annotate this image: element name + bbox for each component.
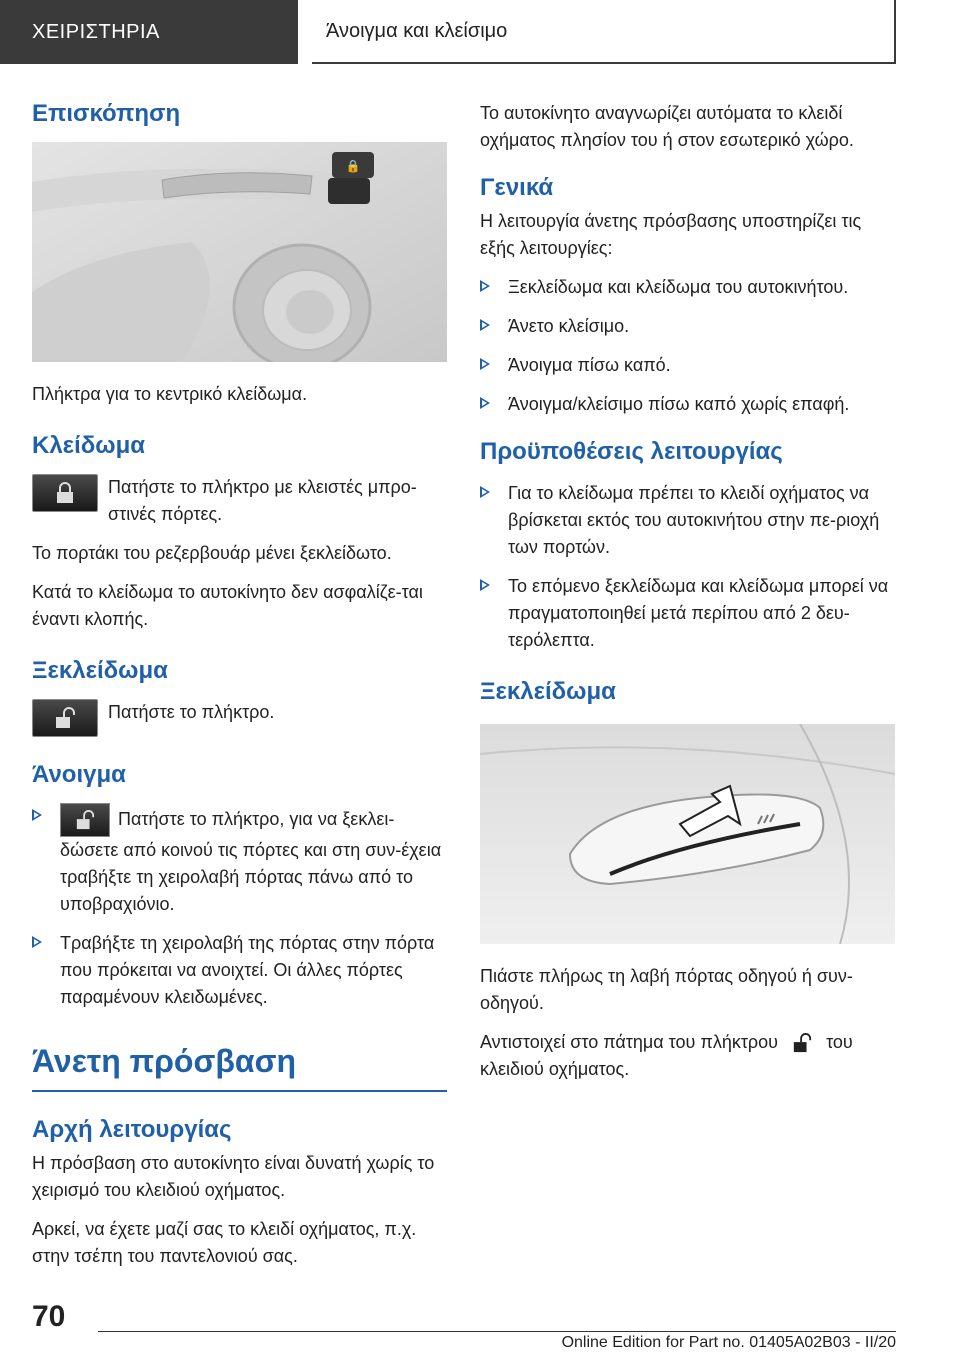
- principle-text-2: Αρκεί, να έχετε μαζί σας το κλειδί οχήματος, π.χ. στην τσέπη του παντελονιού σας.: [32, 1219, 417, 1266]
- general-heading: Γενικά: [480, 174, 554, 201]
- open-list: [32, 803, 447, 1011]
- unlock-button-image: [32, 699, 98, 737]
- principle-heading: Αρχή λειτουργίας: [32, 1116, 232, 1143]
- overview-caption: Πλήκτρα για το κεντρικό κλείδωμα.: [32, 384, 308, 404]
- lock-key-row: [32, 474, 447, 528]
- svg-text:🔒: 🔒: [345, 159, 361, 173]
- unlock-heading-right: Ξεκλείδωμα: [480, 678, 616, 705]
- open-heading: Άνοιγμα: [32, 761, 126, 788]
- prereq-list: [480, 480, 895, 654]
- left-column: [32, 100, 447, 1282]
- lock-heading: Κλείδωμα: [32, 432, 146, 459]
- unlock-text-2: Αντιστοιχεί στο πάτημα του πλήκτρου του κλειδιού οχήματος.: [480, 1032, 853, 1079]
- unlock-key-row: [32, 699, 447, 737]
- right-column: [480, 100, 895, 1095]
- list-item: Άνετο κλείσιμο.: [480, 313, 895, 340]
- page-header: [0, 0, 960, 64]
- lock-note-theft: Κατά το κλείδωμα το αυτοκίνητο δεν ασφαλίζε-ται έναντι κλοπής.: [32, 582, 423, 629]
- section-tab: ΧΕΙΡΙΣΤΗΡΙΑ: [0, 0, 298, 64]
- comfort-access-heading: Άνετη πρόσβαση: [32, 1043, 447, 1092]
- lock-note-fuel: Το πορτάκι του ρεζερβουάρ μένει ξεκλείδωτο.: [32, 543, 392, 563]
- list-item: Άνοιγμα πίσω καπό.: [480, 352, 895, 379]
- list-item: Το επόμενο ξεκλείδωμα και κλείδωμα μπορεί να πραγματοποιηθεί μετά περίπου από 2 δευ-τερόλεπτα.: [480, 573, 895, 654]
- lock-open-icon: [54, 707, 76, 729]
- general-list: [480, 274, 895, 418]
- page-number: 70: [32, 1300, 66, 1333]
- unlock-heading: Ξεκλείδωμα: [32, 657, 168, 684]
- lock-instruction: Πατήστε το πλήκτρο με κλειστές μπρο-στινές πόρτες.: [108, 477, 417, 524]
- principle-text-1: Η πρόσβαση στο αυτοκίνητο είναι δυνατή χωρίς το χειρισμό του κλειδιού οχήματος.: [32, 1153, 435, 1200]
- door-buttons-photo: [32, 142, 447, 362]
- lock-open-icon: [791, 1033, 813, 1053]
- list-item: Άνοιγμα/κλείσιμο πίσω καπό χωρίς επαφή.: [480, 391, 895, 418]
- general-text: Η λειτουργία άνετης πρόσβασης υποστηρίζει τις εξής λειτουργίες:: [480, 211, 862, 258]
- overview-heading: Επισκόπηση: [32, 100, 181, 127]
- list-item: Τραβήξτε τη χειρολαβή της πόρτας στην πόρτα που πρόκειται να ανοιχτεί. Οι άλλες πόρτες παραμένουν κλειδωμένες.: [32, 930, 447, 1011]
- list-item: Για το κλείδωμα πρέπει το κλειδί οχήματος να βρίσκεται εκτός του αυτοκινήτου στην πε-ριοχή των πορτών.: [480, 480, 895, 561]
- footer-divider: [98, 1331, 896, 1332]
- edition-note: Online Edition for Part no. 01405A02B03 - II/20: [561, 1334, 896, 1351]
- intro-text: Το αυτοκίνητο αναγνωρίζει αυτόματα το κλειδί οχήματος πλησίον του ή στον εσωτερικό χώρο.: [480, 103, 854, 150]
- unlock-button-image: [60, 803, 110, 837]
- prereq-heading: Προϋποθέσεις λειτουργίας: [480, 438, 783, 465]
- list-item: Ξεκλείδωμα και κλείδωμα του αυτοκινήτου.: [480, 274, 895, 301]
- unlock-text-1: Πιάστε πλήρως τη λαβή πόρτας οδηγού ή συν-οδηγού.: [480, 966, 853, 1013]
- door-handle-photo: [480, 724, 895, 944]
- unlock-instruction: Πατήστε το πλήκτρο.: [108, 702, 275, 722]
- lock-closed-icon: [55, 482, 75, 504]
- list-item: Πατήστε το πλήκτρο, για να ξεκλει-δώσετε από κοινού τις πόρτες και στη συν-έχεια τραβήξτε τη χειρολαβή πόρτας πάνω από το υποβραχιόνιο.: [32, 803, 447, 918]
- lock-open-icon: [75, 810, 95, 830]
- lock-button-image: [32, 474, 98, 512]
- chapter-title: Άνοιγμα και κλείσιμο: [312, 0, 896, 64]
